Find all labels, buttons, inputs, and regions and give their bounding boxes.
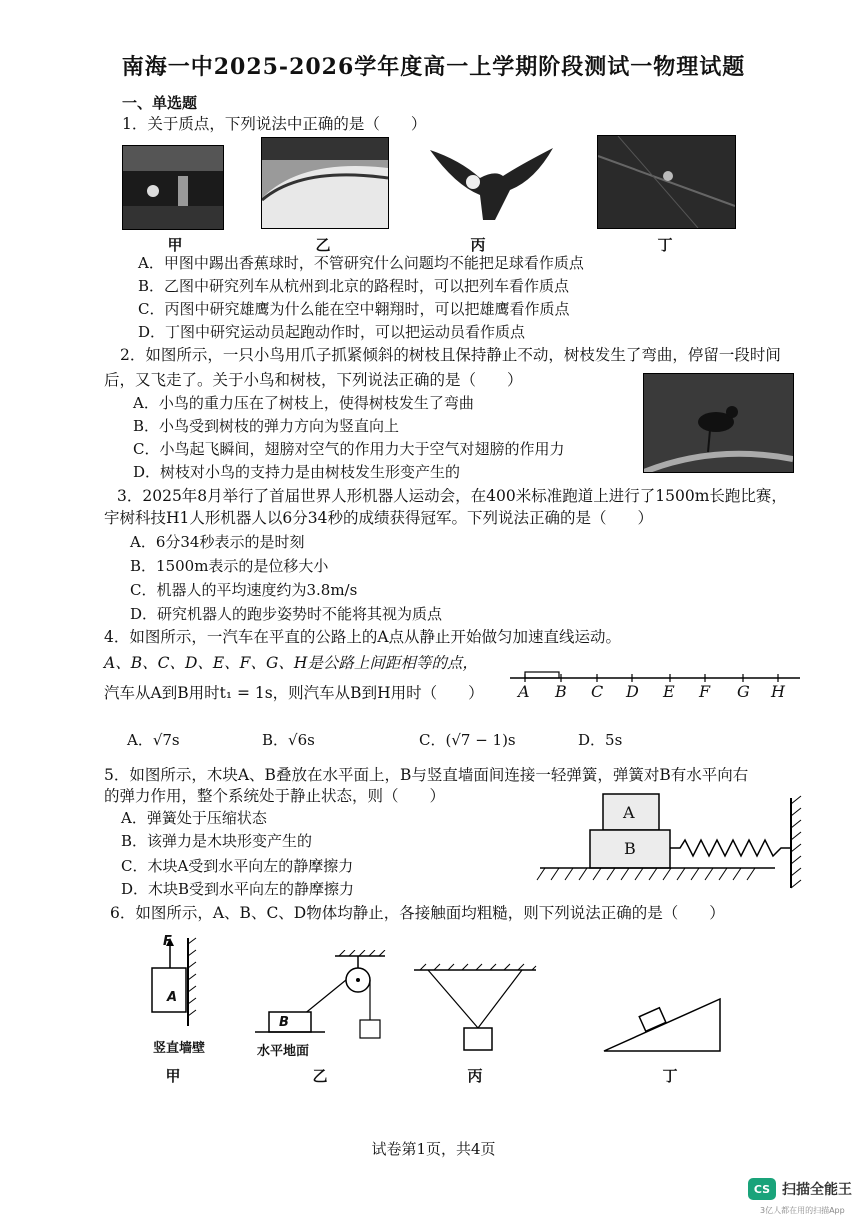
q1-photo-ding: [597, 135, 736, 229]
q4-point-f: F: [699, 682, 711, 701]
q5-stem-line1: 5．如图所示，木块A、B叠放在水平面上，B与竖直墙面间连接一轻弹簧，弹簧对B有水平向右: [104, 766, 749, 784]
q5-label-b: B: [624, 839, 636, 858]
q4-point-h: H: [771, 682, 785, 701]
q4-stem-line3: 汽车从A到B用时t₁ = 1s，则汽车从B到H用时（ ）: [104, 684, 484, 702]
q4-point-a: A: [518, 682, 530, 701]
watermark-tagline: 3亿人都在用的扫描App: [760, 1206, 845, 1215]
q5-option-d: D．木块B受到水平向左的静摩擦力: [121, 880, 355, 898]
q1-caption-jia: 甲: [167, 236, 183, 254]
q2-stem-line1: 2．如图所示，一只小鸟用爪子抓紧倾斜的树枝且保持静止不动，树枝发生了弯曲，停留一段时间: [120, 346, 781, 364]
q5-label-a: A: [623, 803, 635, 822]
q1-stem: 1．关于质点，下列说法中正确的是（ ）: [122, 115, 427, 133]
q4-road-diagram: [505, 664, 805, 704]
q6-jia-block-label: A: [167, 990, 178, 1005]
q4-option-d: D．5s: [578, 731, 623, 749]
q4-point-b: B: [555, 682, 567, 701]
q3-stem-line2: 宇树科技H1人形机器人以6分34秒的成绩获得冠军。下列说法正确的是（ ）: [104, 509, 653, 527]
rope: [303, 980, 346, 1015]
incline: [604, 999, 720, 1051]
q2-option-b: B．小鸟受到树枝的弹力方向为竖直向上: [133, 417, 400, 435]
q4-point-d: D: [626, 682, 639, 701]
q6-fig-yi: [255, 950, 395, 1040]
q5-option-a: A．弹簧处于压缩状态: [121, 809, 267, 827]
q5-stem-line2: 的弹力作用，整个系统处于静止状态，则（ ）: [104, 787, 446, 805]
q6-yi-block-label: B: [279, 1015, 289, 1030]
q4-stem-line2: A、B、C、D、E、F、G、H是公路上间距相等的点，: [104, 654, 478, 672]
q6-stem: 6．如图所示，A、B、C、D物体均静止，各接触面均粗糙，则下列说法正确的是（ ）: [110, 904, 725, 922]
q4-point-g: G: [737, 682, 750, 701]
q2-option-a: A．小鸟的重力压在了树枝上，使得树枝发生了弯曲: [133, 394, 474, 412]
q3-option-c: C．机器人的平均速度约为3.8m/s: [130, 581, 358, 599]
q6-fig-ding: [600, 995, 730, 1055]
q5-blocks-spring-diagram: [535, 790, 815, 890]
q5-option-c: C．木块A受到水平向左的静摩擦力: [121, 857, 354, 875]
watermark-app-name: 扫描全能王: [782, 1182, 852, 1198]
q1-photo-jia: [122, 145, 224, 230]
q4-stem-line1: 4．如图所示，一汽车在平直的公路上的A点从静止开始做匀加速直线运动。: [104, 628, 622, 646]
q6-yi-caption: 乙: [312, 1067, 328, 1085]
q1-option-a: A．甲图中踢出香蕉球时，不管研究什么问题均不能把足球看作质点: [138, 254, 584, 272]
q6-yi-ground-label: 水平地面: [257, 1044, 310, 1059]
q6-jia-caption: 甲: [165, 1067, 181, 1085]
q1-option-b: B．乙图中研究列车从杭州到北京的路程时，可以把列车看作质点: [138, 277, 570, 295]
block-c: [464, 1028, 492, 1050]
spring: [670, 840, 790, 856]
hanging-weight: [360, 1020, 380, 1038]
q6-fig-bing: [410, 962, 540, 1057]
q1-caption-bing: 丙: [470, 236, 486, 254]
q4-option-c: C．(√7 − 1)s: [419, 731, 516, 749]
block-b: [269, 1012, 311, 1032]
q6-fig-jia: [140, 930, 220, 1030]
q1-caption-ding: 丁: [657, 236, 673, 254]
q3-option-b: B．1500m表示的是位移大小: [130, 557, 329, 575]
q6-jia-force-label: F: [163, 934, 172, 949]
q2-option-c: C．小鸟起飞瞬间，翅膀对空气的作用力大于空气对翅膀的作用力: [133, 440, 565, 458]
q4-option-b: B．√6s: [262, 731, 315, 749]
q3-stem-line1: 3．2025年8月举行了首届世界人形机器人运动会，在400米标准跑道上进行了1500m长跑比赛，: [117, 487, 787, 505]
q3-option-d: D．研究机器人的跑步姿势时不能将其视为质点: [130, 605, 443, 623]
q1-photo-yi: [261, 137, 389, 229]
camscanner-logo-icon: CS: [748, 1178, 776, 1200]
q4-point-e: E: [663, 682, 675, 701]
q2-option-d: D．树枝对小鸟的支持力是由树枝发生形变产生的: [133, 463, 461, 481]
page-title: 南海一中2025-2026学年度高一上学期阶段测试一物理试题: [121, 54, 746, 80]
q1-caption-yi: 乙: [315, 236, 331, 254]
q1-option-d: D．丁图中研究运动员起跑动作时，可以把运动员看作质点: [138, 323, 526, 341]
section-heading: 一、单选题: [122, 94, 198, 112]
right-rope: [478, 970, 522, 1028]
q2-bird-photo: [643, 373, 794, 473]
q4-point-c: C: [591, 682, 604, 701]
q6-jia-wall-label: 竖直墙壁: [153, 1041, 206, 1056]
q6-ding-caption: 丁: [662, 1067, 678, 1085]
q5-option-b: B．该弹力是木块形变产生的: [121, 832, 313, 850]
q1-photo-bing: [425, 140, 555, 225]
q4-option-a: A．√7s: [127, 731, 180, 749]
q1-option-c: C．丙图中研究雄鹰为什么能在空中翱翔时，可以把雄鹰看作质点: [138, 300, 570, 318]
page-footer: 试卷第1页，共4页: [371, 1140, 496, 1158]
q6-bing-caption: 丙: [467, 1067, 483, 1085]
q3-option-a: A．6分34秒表示的是时刻: [130, 533, 305, 551]
scanner-watermark: [748, 1178, 852, 1200]
q2-stem-line2: 后，又飞走了。关于小鸟和树枝，下列说法正确的是（ ）: [104, 371, 523, 389]
left-rope: [428, 970, 478, 1028]
car-icon: [525, 672, 559, 678]
